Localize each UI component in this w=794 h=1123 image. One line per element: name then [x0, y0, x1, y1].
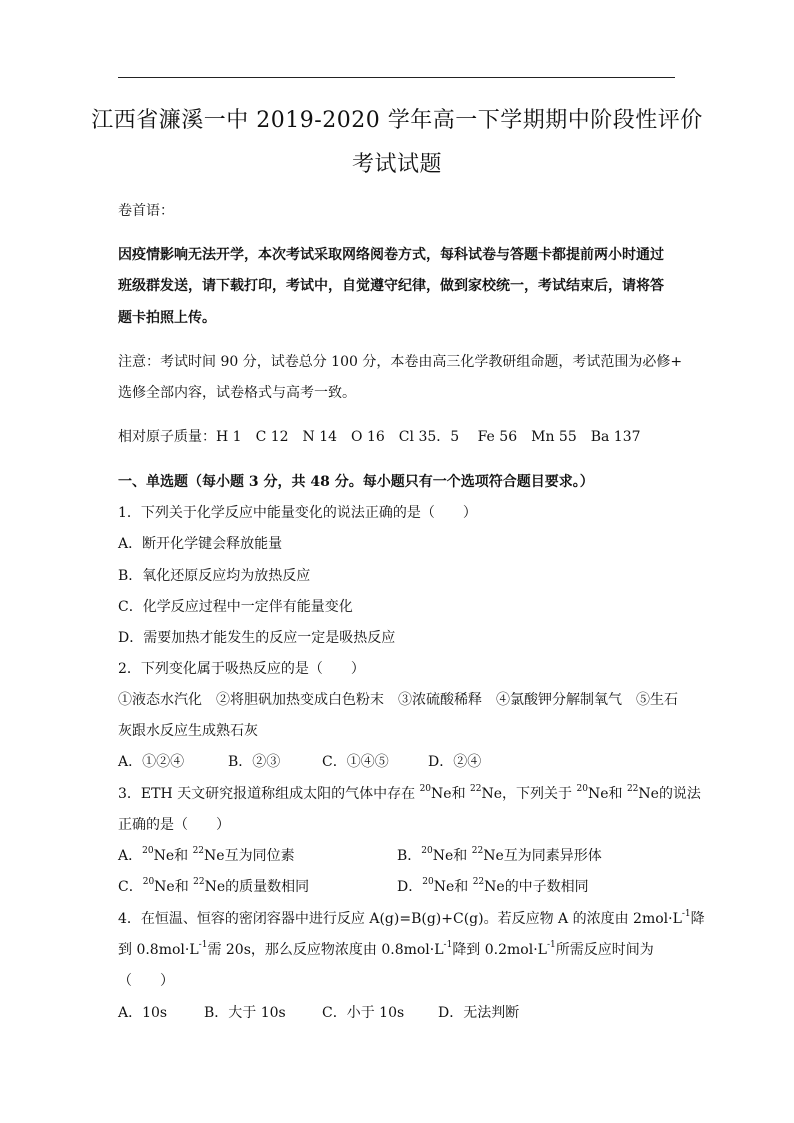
q4-option-c: C．小于 10s — [322, 1005, 405, 1021]
q2-option-d: D．②④ — [428, 754, 482, 770]
unit-exponent: -1 — [681, 909, 691, 920]
q4-text: 降到 0.2mol·L — [452, 942, 547, 958]
mass-number: 22 — [626, 784, 639, 795]
element-symbol: Ne — [483, 848, 504, 864]
q4-stem-line1 — [118, 908, 705, 928]
preface-label: 卷首语： — [118, 203, 174, 219]
option-text: 的质量数相同 — [225, 879, 310, 895]
element-symbol: Ne — [432, 848, 454, 864]
preface-line-1: 因疫情影响无法开学，本次考试采取网络阅卷方式，每科试卷与答题卡都提前两小时通过 — [118, 247, 664, 263]
q4-text: 到 0.8mol·L — [118, 942, 199, 958]
page-title: 江西省濂溪一中 2019-2020 学年高一下学期期中阶段性评价 — [91, 108, 703, 133]
q3-stem-part2: ，下列关于 — [502, 786, 577, 802]
q2-stem: 2．下列变化属于吸热反应的是（ ） — [118, 661, 365, 677]
q3-stem-part3: 的说法 — [658, 786, 701, 802]
mass-number: 22 — [470, 784, 482, 795]
q3-option-a — [118, 845, 295, 865]
q1-option-c: C．化学反应过程中一定伴有能量变化 — [118, 599, 353, 615]
element-symbol: Ne — [587, 786, 609, 802]
notice-line-2: 选修全部内容，试卷格式与高考一致。 — [118, 385, 356, 401]
q2-items-line2: 灰跟水反应生成熟石灰 — [118, 723, 258, 739]
preface-line-2: 班级群发送，请下载打印，考试中，自觉遵守纪律，做到家校统一，考试结束后，请将答 — [118, 278, 664, 294]
option-letter: C． — [118, 879, 143, 895]
q2-option-b: B．②③ — [228, 754, 281, 770]
unit-exponent: -1 — [443, 940, 453, 951]
element-symbol: Ne — [433, 879, 455, 895]
mass-number: 20 — [142, 877, 155, 888]
q3-option-c — [118, 876, 309, 896]
q2-option-c: C．①④⑤ — [322, 754, 389, 770]
atomic-mass: 相对原子质量：H 1 C 12 N 14 O 16 Cl 35．5 Fe 56 Mn 55 Ba 137 — [118, 429, 641, 445]
page-title-line2: 考试试题 — [351, 152, 442, 177]
option-text: 的中子数相同 — [504, 879, 589, 895]
q1-option-d: D．需要加热才能发生的反应一定是吸热反应 — [118, 630, 396, 646]
q2-option-a: A．①②④ — [118, 754, 185, 770]
option-letter: D． — [397, 879, 423, 895]
unit-exponent: -1 — [198, 940, 208, 951]
q4-text: 需 20s，那么反应物浓度由 0.8mol·L — [207, 942, 444, 958]
element-symbol: Ne — [481, 786, 503, 802]
q3-stem-line1 — [118, 783, 701, 803]
conjunction: 和 — [174, 848, 193, 864]
q2-items-line1: ①液态水汽化 ②将胆矾加热变成白色粉末 ③浓硫酸稀释 ④氯酸钾分解制氧气 ⑤生石 — [118, 692, 678, 708]
mass-number: 20 — [142, 846, 154, 857]
conjunction: 和 — [453, 848, 472, 864]
conjunction: 和 — [454, 879, 473, 895]
element-symbol: Ne — [204, 879, 226, 895]
conjunction: 和 — [608, 786, 627, 802]
mass-number: 20 — [419, 784, 432, 795]
q1-option-b: B．氧化还原反应均为放热反应 — [118, 568, 311, 584]
option-letter: B． — [397, 848, 422, 864]
q4-option-d: D．无法判断 — [438, 1005, 520, 1021]
q3-stem-part1: 3．ETH 天文研究报道称组成太阳的气体中存在 — [118, 786, 420, 802]
option-text: 互为同位素 — [224, 848, 295, 864]
notice-line-1: 注意：考试时间 90 分，试卷总分 100 分，本卷由高三化学教研组命题，考试范围为必修+ — [118, 354, 683, 370]
element-symbol: Ne — [204, 848, 225, 864]
q4-text: 降 — [690, 911, 705, 927]
q3-option-d — [397, 876, 589, 896]
preface-line-3: 题卡拍照上传。 — [118, 310, 216, 326]
mass-number: 20 — [421, 846, 433, 857]
section-heading: 一、单选题（每小题 3 分，共 48 分。每小题只有一个选项符合题目要求。） — [118, 474, 594, 490]
element-symbol: Ne — [431, 786, 452, 802]
q4-option-b: B．大于 10s — [204, 1005, 286, 1021]
q1-option-a: A．断开化学键会释放能量 — [118, 536, 283, 552]
mass-number: 20 — [422, 877, 434, 888]
q4-stem-line3: （ ） — [118, 973, 174, 989]
q3-stem-line2: 正确的是（ ） — [118, 817, 230, 833]
element-symbol: Ne — [153, 848, 175, 864]
mass-number: 22 — [471, 846, 484, 857]
unit-exponent: -1 — [546, 940, 556, 951]
element-symbol: Ne — [154, 879, 175, 895]
conjunction: 和 — [174, 879, 194, 895]
header-rule — [118, 77, 675, 78]
q3-option-b — [397, 845, 602, 865]
q4-stem-line2 — [118, 939, 654, 959]
mass-number: 22 — [192, 846, 205, 857]
mass-number: 22 — [193, 877, 205, 888]
option-text: 互为同素异形体 — [503, 848, 602, 864]
q4-text: 4．在恒温、恒容的密闭容器中进行反应 A(g)=B(g)+C(g)。若反应物 A 的浓度由 2mol·L — [118, 911, 682, 927]
element-symbol: Ne — [484, 879, 505, 895]
q1-stem: 1．下列关于化学反应中能量变化的说法正确的是（ ） — [118, 505, 477, 521]
q4-text: 所需反应时间为 — [555, 942, 654, 958]
conjunction: 和 — [451, 786, 471, 802]
mass-number: 20 — [576, 784, 588, 795]
mass-number: 22 — [472, 877, 485, 888]
option-letter: A． — [118, 848, 143, 864]
element-symbol: Ne — [638, 786, 659, 802]
q4-option-a: A．10s — [118, 1005, 168, 1021]
